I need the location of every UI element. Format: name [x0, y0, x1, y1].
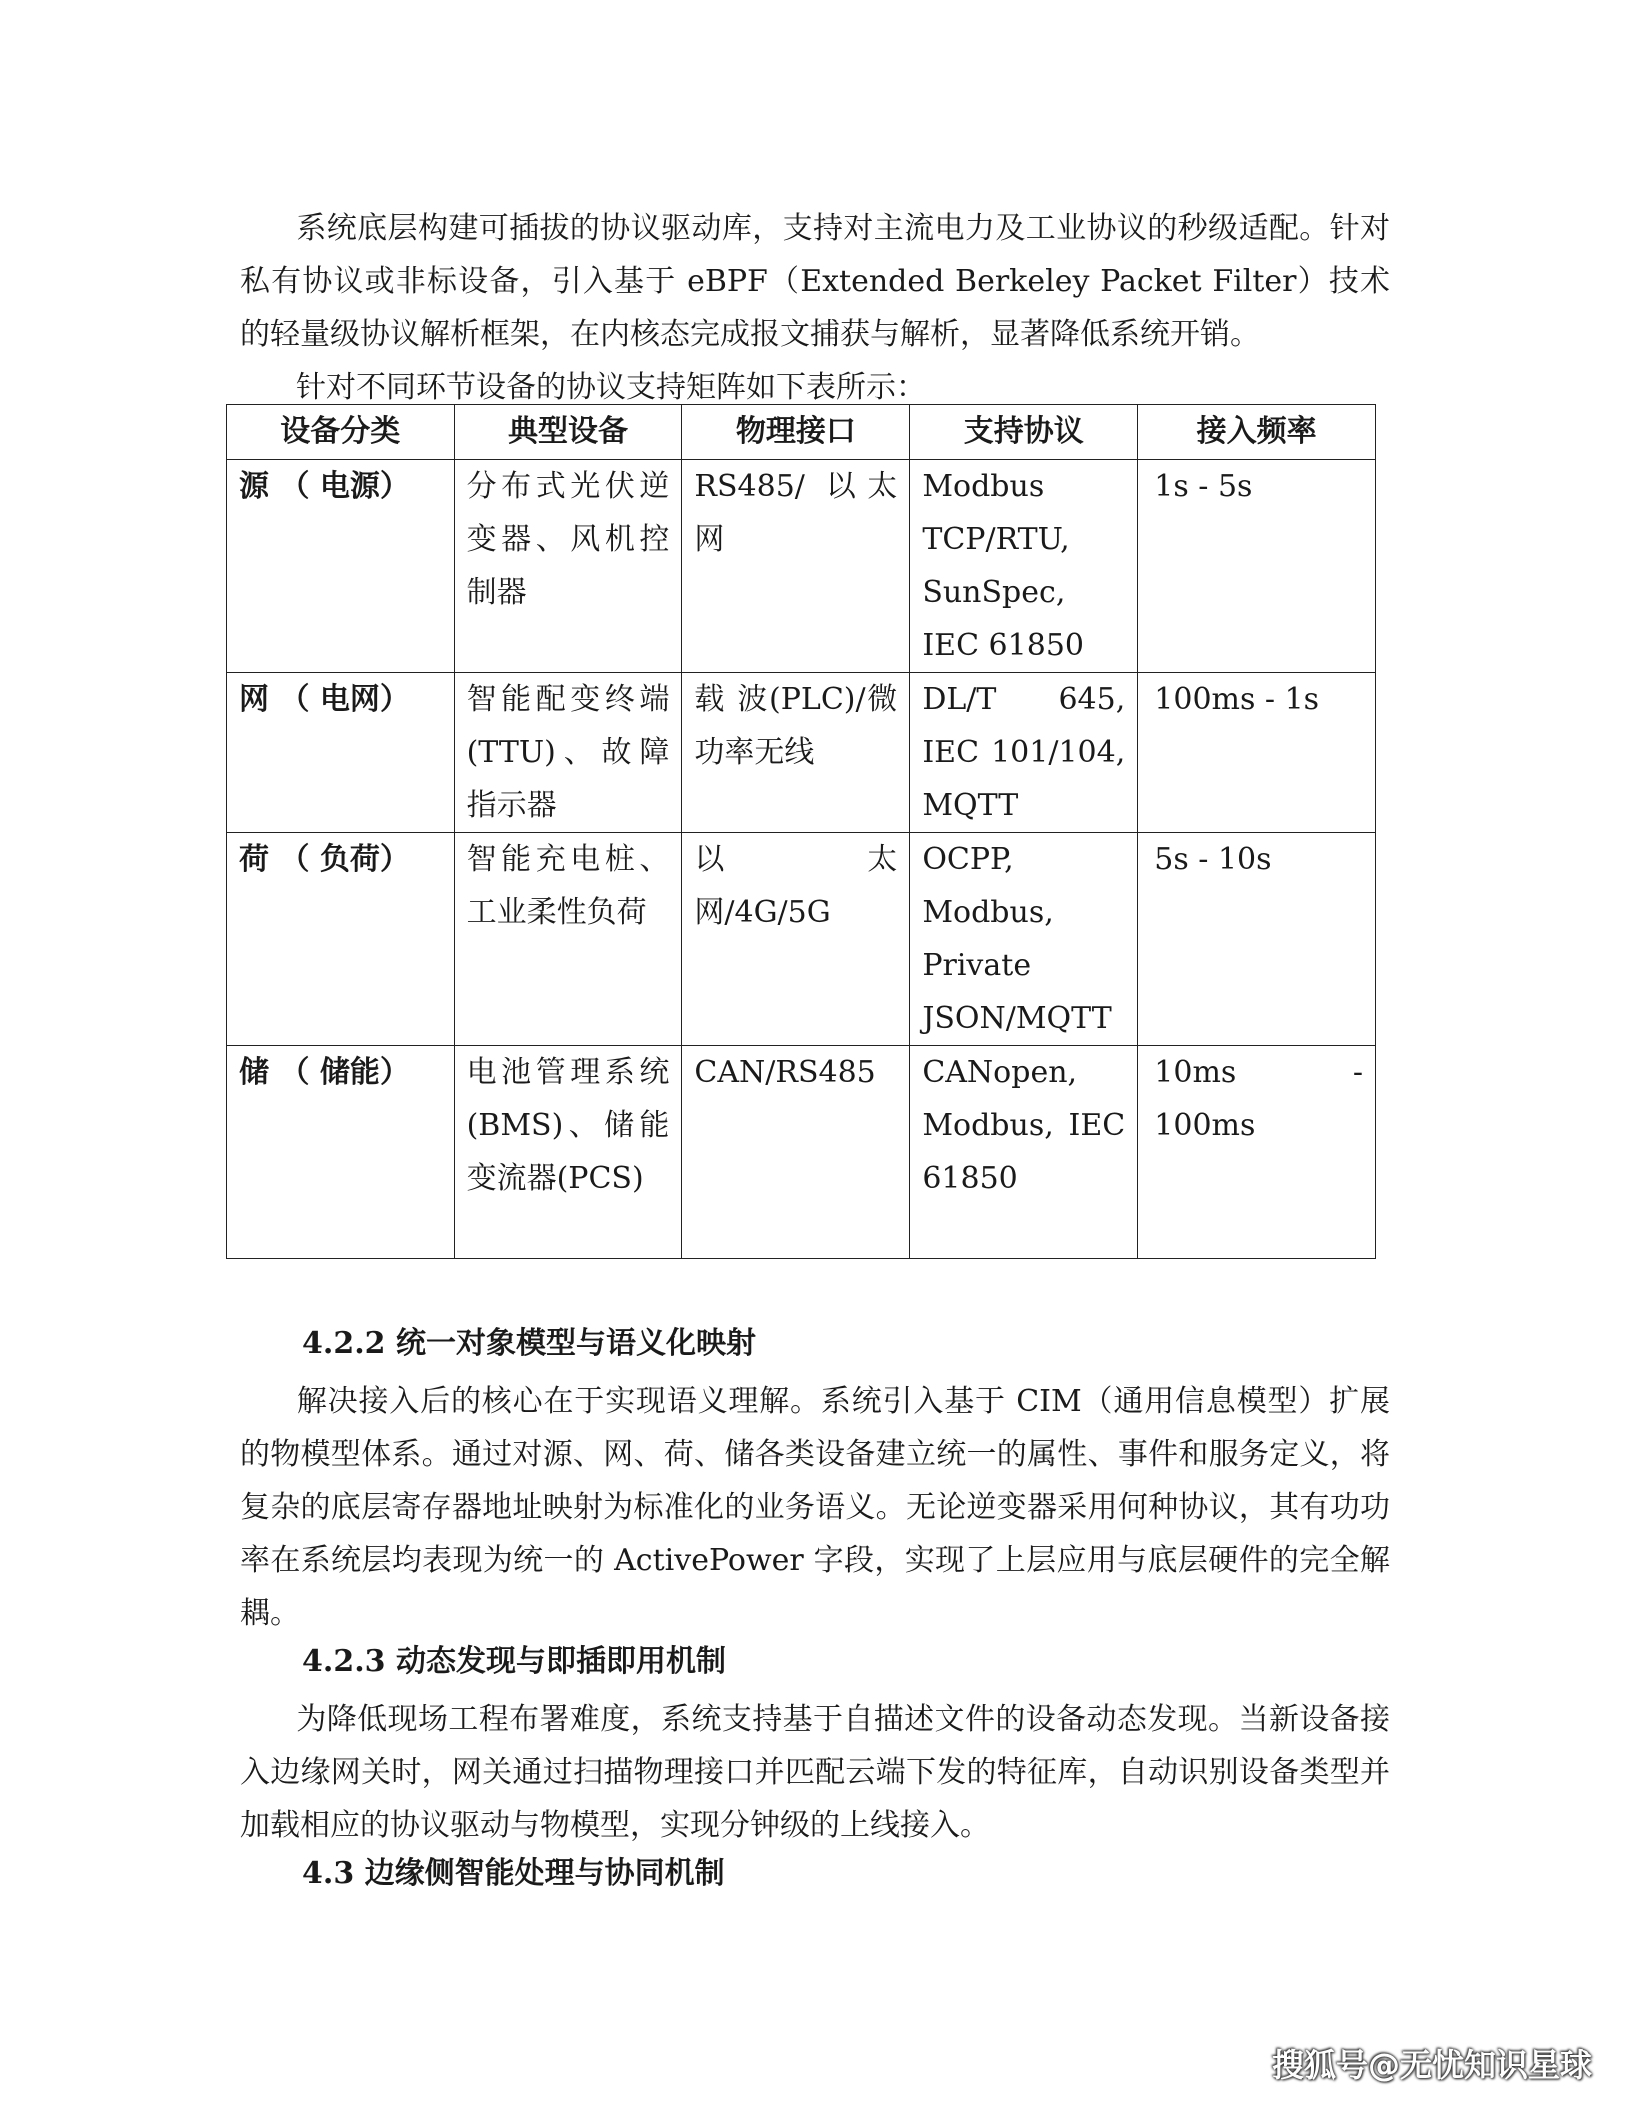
header-frequency: 接入频率 [1138, 405, 1376, 460]
table-row [227, 673, 1376, 833]
cell-interface: RS485/ 以太网 [682, 460, 910, 673]
cell-protocols: DL/T 645, IEC 101/104, MQTT [910, 673, 1138, 833]
section-heading-4-3: 4.3 边缘侧智能处理与协同机制 [302, 1856, 725, 1891]
section-4-2-2-paragraph: 解决接入后的核心在于实现语义理解。系统引入基于 CIM（通用信息模型）扩展的物模型体系。通过对源、网、荷、储各类设备建立统一的属性、事件和服务定义，将复杂的底层寄存器地址映射为标准化的业务语义。无论逆变器采用何种协议，其有功功率在系统层均表现为统一的 ActivePower 字段，实现了上层应用与底层硬件的完全解耦。 [240, 1384, 1390, 1631]
cell-frequency: 5s - 10s [1138, 833, 1376, 1046]
table-row [227, 1046, 1376, 1259]
cell-protocols: Modbus TCP/RTU, SunSpec, IEC 61850 [910, 460, 1138, 673]
section-heading-4-2-2: 4.2.2 统一对象模型与语义化映射 [302, 1326, 756, 1361]
header-category: 设备分类 [227, 405, 455, 460]
table-header-row [227, 405, 1376, 460]
cell-interface: 载 波(PLC)/微功率无线 [682, 673, 910, 833]
cell-category: 网 （ 电网） [227, 673, 455, 833]
cell-protocols: OCPP, Modbus, Private JSON/MQTT [910, 833, 1138, 1046]
cell-category: 储 （ 储能） [227, 1046, 455, 1259]
header-protocols: 支持协议 [910, 405, 1138, 460]
cell-frequency: 1s - 5s [1138, 460, 1376, 673]
table-row [227, 833, 1376, 1046]
section-4-2-3-paragraph: 为降低现场工程布署难度，系统支持基于自描述文件的设备动态发现。当新设备接入边缘网关时，网关通过扫描物理接口并匹配云端下发的特征库，自动识别设备类型并加载相应的协议驱动与物模型，实现分钟级的上线接入。 [240, 1702, 1390, 1843]
watermark: 搜狐号@无忧知识星球 [1271, 2046, 1592, 2084]
cell-category: 荷 （ 负荷） [227, 833, 455, 1046]
header-interface: 物理接口 [682, 405, 910, 460]
cell-devices: 电池管理系统(BMS)、储能变流器(PCS) [454, 1046, 682, 1259]
cell-interface: CAN/RS485 [682, 1046, 910, 1259]
intro-paragraph: 系统底层构建可插拔的协议驱动库，支持对主流电力及工业协议的秒级适配。针对私有协议或非标设备，引入基于 eBPF（Extended Berkeley Packet Filter）技术的轻量级协议解析框架，在内核态完成报文捕获与解析，显著降低系统开销。 [240, 211, 1390, 352]
cell-frequency: 10ms - 100ms [1138, 1046, 1376, 1259]
cell-devices: 智能配变终端(TTU)、故障指示器 [454, 673, 682, 833]
protocol-support-table [226, 404, 1376, 1259]
cell-interface: 以 太 网/4G/5G [682, 833, 910, 1046]
cell-category: 源 （ 电源） [227, 460, 455, 673]
cell-devices: 分布式光伏逆变器、风机控制器 [454, 460, 682, 673]
header-devices: 典型设备 [454, 405, 682, 460]
table-row [227, 460, 1376, 673]
cell-devices: 智能充电桩、工业柔性负荷 [454, 833, 682, 1046]
table-intro-paragraph: 针对不同环节设备的协议支持矩阵如下表所示： [296, 370, 926, 405]
cell-protocols: CANopen, Modbus, IEC 61850 [910, 1046, 1138, 1259]
cell-frequency: 100ms - 1s [1138, 673, 1376, 833]
section-heading-4-2-3: 4.2.3 动态发现与即插即用机制 [302, 1644, 726, 1679]
